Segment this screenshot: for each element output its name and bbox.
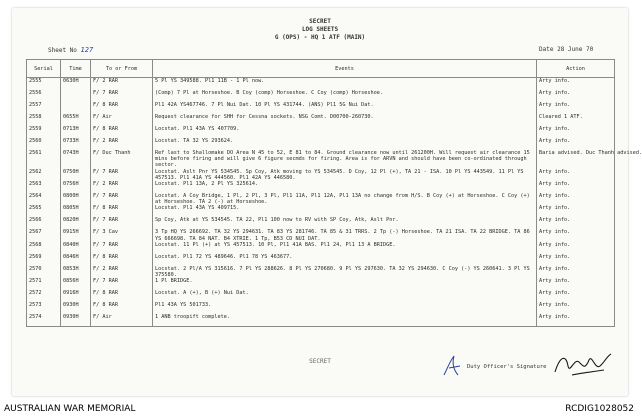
handwritten-mark — [440, 353, 468, 379]
table-row — [27, 138, 615, 150]
officer-signature — [552, 348, 614, 380]
sheet-number-field — [48, 46, 93, 54]
column-header-events: Events — [153, 60, 537, 78]
to-from-cell: F/ 2 RAR — [91, 181, 153, 193]
column-header-to-from: To or From — [91, 60, 153, 78]
date-value: 28 June 70 — [557, 46, 594, 53]
event-cell: Pl1 42A YS467746. 7 Pl Nui Dat. 10 Pl YS 431744. (ANS) Pl1 5G Nui Dat. — [153, 102, 537, 114]
table-row — [27, 181, 615, 193]
serial-cell: 2566 — [27, 217, 61, 229]
to-from-cell: F/ 7 RAR — [91, 242, 153, 254]
serial-cell: 2563 — [27, 181, 61, 193]
to-from-cell: F/ 8 RAR — [91, 102, 153, 114]
time-cell: 0743H — [61, 150, 91, 169]
time-cell: 0733H — [61, 138, 91, 150]
time-cell: 0916H — [61, 290, 91, 302]
action-cell: Arty info. — [537, 217, 615, 229]
action-cell: Arty info. — [537, 290, 615, 302]
log-table — [26, 59, 642, 327]
to-from-cell: F/ 3 Cav — [91, 229, 153, 241]
time-cell: 0856H — [61, 278, 91, 290]
table-row — [27, 242, 615, 254]
serial-cell: 2555 — [27, 78, 61, 91]
to-from-cell: F/ Duc Thanh — [91, 150, 153, 169]
table-row — [27, 205, 615, 217]
action-cell: Arty info. — [537, 278, 615, 290]
action-cell: Arty info. — [537, 229, 615, 241]
document-title: LOG SHEETS — [301, 26, 339, 33]
time-cell: 0805H — [61, 205, 91, 217]
action-cell: Arty info. — [537, 181, 615, 193]
to-from-cell: F/ 7 RAR — [91, 169, 153, 181]
serial-cell: 2569 — [27, 254, 61, 266]
serial-cell: 2573 — [27, 302, 61, 314]
event-cell: Locstat. Pl1 72 YS 489646. Pl1 78 YS 463677. — [153, 254, 537, 266]
date-field — [539, 46, 593, 53]
to-from-cell: F/ 8 RAR — [91, 290, 153, 302]
table-row — [27, 90, 615, 102]
sheet-number-value: 127 — [80, 46, 94, 54]
action-cell: Arty info. — [537, 205, 615, 217]
event-cell: Locstat. Pl1 13A, 2 Pl YS 325614. — [153, 181, 537, 193]
archive-reference-id: RCDIG1028052 — [565, 404, 634, 414]
action-cell: Cleared 1 ATF. — [537, 114, 615, 126]
column-header-time: Time — [61, 60, 91, 78]
time-cell: 0853H — [61, 266, 91, 278]
event-cell: Locstat. 2 Pl/A YS 315616. 7 Pl YS 288626. 8 Pl YS 270680. 9 Pl YS 297630. TA 32 YS 294630. C Coy (-) YS 260641. 3 Pl YS 375580. — [153, 266, 537, 278]
event-cell: Locstat. A Coy Bridge, 1 Pl, 2 Pl, 3 Pl, Pl1 11A, Pl1 12A, Pl1 13A no change from H/S. B Coy (+) at Horseshoe. C Coy (+) at Horseshoe. TA 2 (-) at Horseshoe. — [153, 193, 537, 205]
event-cell: Locstat. Pl1 43A YS 407709. — [153, 126, 537, 138]
event-cell: Locstat. A (+), B (+) Nui Dat. — [153, 290, 537, 302]
serial-cell: 2570 — [27, 266, 61, 278]
time-cell: 0713H — [61, 126, 91, 138]
serial-cell: 2556 — [27, 90, 61, 102]
serial-cell: 2561 — [27, 150, 61, 169]
event-cell: Sp Coy, Atk at YS 534545. TA 22, Pl1 100 now to RV with SP Coy, Atk, Aslt Pnr. — [153, 217, 537, 229]
serial-cell: 2558 — [27, 114, 61, 126]
table-row — [27, 266, 615, 278]
action-cell: Baria advised. Duc Thanh advised. — [537, 150, 615, 169]
time-cell: 0915H — [61, 229, 91, 241]
event-cell: Ref last to Shallomake DO Area N 45 to 52, E 81 to 84. Ground clearance now until 261200H. Will request air clearance 15 mins before firing and will give 6 figure secmds for firing. Area is for ARVN and should have been co-ordinated through sector. — [153, 150, 537, 169]
serial-cell: 2574 — [27, 314, 61, 327]
action-cell: Arty info. — [537, 266, 615, 278]
log-sheet-document — [12, 8, 642, 396]
classification-bottom: SECRET — [309, 358, 331, 365]
action-cell: Arty info. — [537, 169, 615, 181]
to-from-cell: F/ 8 RAR — [91, 205, 153, 217]
event-cell: Request clearance for SHH for Cessna sockets. NSG Comt. D00700-260730. — [153, 114, 537, 126]
time-cell: 0630H — [61, 78, 91, 91]
serial-cell: 2572 — [27, 290, 61, 302]
table-row — [27, 169, 615, 181]
time-cell: 0800H — [61, 193, 91, 205]
to-from-cell: F/ 7 RAR — [91, 278, 153, 290]
table-row — [27, 78, 615, 91]
to-from-cell: F/ 8 RAR — [91, 126, 153, 138]
action-cell: Arty info. — [537, 193, 615, 205]
time-cell: 0930H — [61, 314, 91, 327]
time-cell: 0756H — [61, 181, 91, 193]
event-cell: 1 ANB troopift complete. — [153, 314, 537, 327]
event-cell: Locstat. TA 32 YS 293624. — [153, 138, 537, 150]
to-from-cell: F/ 2 RAR — [91, 78, 153, 91]
serial-cell: 2568 — [27, 242, 61, 254]
table-header-row — [27, 60, 615, 78]
table-row — [27, 193, 615, 205]
table-row — [27, 278, 615, 290]
table-row — [27, 314, 615, 327]
action-cell: Arty info. — [537, 302, 615, 314]
table-row — [27, 290, 615, 302]
sheet-number-label: Sheet No — [48, 47, 77, 54]
event-cell: 3 Tp HQ YS 266692. TA 32 YS 294631. TA 83 YS 281746. TA 85 & 31 TRRS. 2 Tp (-) Horseshoe. TA 21 ISA. TA 22 BRIDGE. TA 86 YS 666698. TA 84 NAT. B4 XTRIE. 1 Tp, B53 CD NUI DAT. — [153, 229, 537, 241]
table-row — [27, 302, 615, 314]
action-cell: Arty info. — [537, 242, 615, 254]
action-cell: Arty info. — [537, 314, 615, 327]
action-cell: Arty info. — [537, 90, 615, 102]
document-subtitle: G (OPS) - HQ 1 ATF (MAIN) — [274, 34, 366, 41]
event-cell: Locstat. Pl1 43A YS 409715. — [153, 205, 537, 217]
column-header-action: Action — [537, 60, 615, 78]
archive-source-label: AUSTRALIAN WAR MEMORIAL — [4, 404, 136, 414]
serial-cell: 2560 — [27, 138, 61, 150]
to-from-cell: F/ 2 RAR — [91, 138, 153, 150]
table-row — [27, 102, 615, 114]
column-header-serial: Serial — [27, 60, 61, 78]
to-from-cell: F/ Air — [91, 314, 153, 327]
serial-cell: 2565 — [27, 205, 61, 217]
to-from-cell: F/ 7 RAR — [91, 217, 153, 229]
to-from-cell: F/ 2 RAR — [91, 266, 153, 278]
event-cell: Locstat. Aslt Pnr YS 534545. Sp Coy, Atk moving to YS 534545. D Coy, 12 Pl (+), TA 21 - ISA. 10 Pl YS 443549. 11 Pl YS 457513. Pl1 41A YS 444560. Pl1 42A YS 446580. — [153, 169, 537, 181]
table-row — [27, 114, 615, 126]
to-from-cell: F/ Air — [91, 114, 153, 126]
serial-cell: 2564 — [27, 193, 61, 205]
log-table-body — [27, 78, 642, 327]
duty-officer-signature-label: Duty Officer's Signature — [467, 364, 547, 370]
event-cell: Pl1 43A YS 501733. — [153, 302, 537, 314]
time-cell: 0750H — [61, 169, 91, 181]
serial-cell: 2562 — [27, 169, 61, 181]
to-from-cell: F/ 8 RAR — [91, 254, 153, 266]
action-cell: Arty info. — [537, 126, 615, 138]
to-from-cell: F/ 7 RAR — [91, 90, 153, 102]
time-cell: 0846H — [61, 254, 91, 266]
action-cell: Arty info. — [537, 78, 615, 91]
table-row — [27, 217, 615, 229]
time-cell — [61, 102, 91, 114]
serial-cell: 2567 — [27, 229, 61, 241]
serial-cell: 2571 — [27, 278, 61, 290]
to-from-cell: F/ 8 RAR — [91, 302, 153, 314]
action-cell: Arty info. — [537, 102, 615, 114]
serial-cell: 2559 — [27, 126, 61, 138]
table-row — [27, 126, 615, 138]
event-cell: 1 Pl BRIDGE. — [153, 278, 537, 290]
action-cell: Arty info. — [537, 254, 615, 266]
event-cell: 5 Pl YS 349588. Pl1 11B - 1 Pl now. — [153, 78, 537, 91]
time-cell — [61, 90, 91, 102]
event-cell: (Comp) 7 Pl at Horseshoe. B Coy (comp) Horseshoe. C Coy (comp) Horseshoe. — [153, 90, 537, 102]
time-cell: 0840H — [61, 242, 91, 254]
date-label: Date — [539, 46, 554, 53]
action-cell: Arty info. — [537, 138, 615, 150]
table-row — [27, 150, 615, 169]
table-row — [27, 229, 615, 241]
time-cell: 0820H — [61, 217, 91, 229]
table-row — [27, 254, 615, 266]
time-cell: 0930H — [61, 302, 91, 314]
time-cell: 0655H — [61, 114, 91, 126]
serial-cell: 2557 — [27, 102, 61, 114]
classification-top: SECRET — [309, 18, 331, 25]
to-from-cell: F/ 7 RAR — [91, 193, 153, 205]
event-cell: Locstat. 11 Pl (+) at YS 457513. 10 Pl, Pl1 41A BAS. Pl1 24, Pl1 13 A BRIDGE. — [153, 242, 537, 254]
